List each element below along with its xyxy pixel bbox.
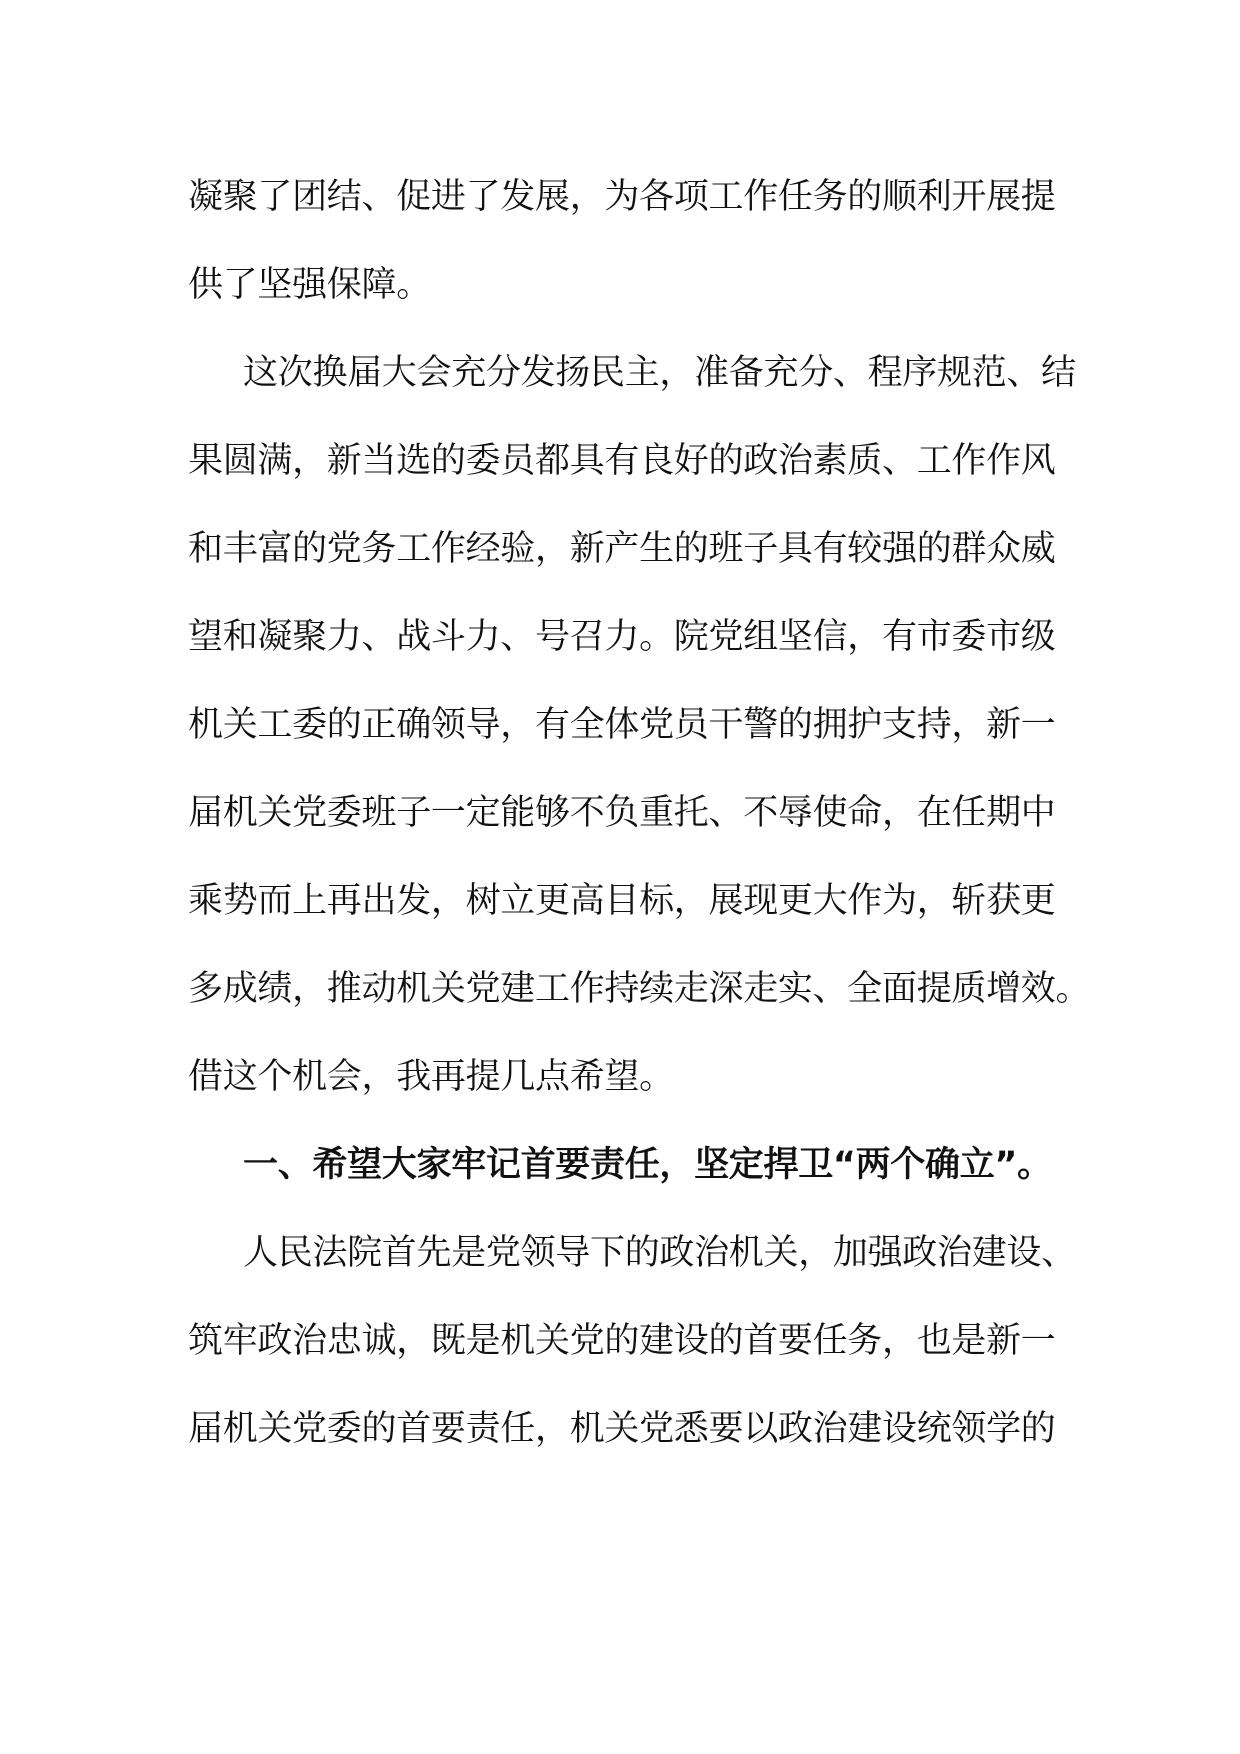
paragraph-line: 机关工委的正确领导，有全体党员干警的拥护支持，新一: [188, 705, 1056, 745]
paragraph-line: 届机关党委的首要责任，机关党悉要以政治建设统领学的: [188, 1409, 1056, 1449]
paragraph-line: 和丰富的党务工作经验，新产生的班子具有较强的群众威: [188, 529, 1056, 569]
section-heading: 一、希望大家牢记首要责任，坚定捍卫“两个确立”。: [243, 1145, 1052, 1185]
paragraph-line: 这次换届大会充分发扬民主，准备充分、程序规范、结: [243, 353, 1076, 393]
paragraph-line: 筑牢政治忠诚，既是机关党的建设的首要任务，也是新一: [188, 1321, 1056, 1361]
paragraph-line: 多成绩，推动机关党建工作持续走深走实、全面提质增效。: [188, 969, 1091, 1009]
paragraph-line: 人民法院首先是党领导下的政治机关，加强政治建设、: [243, 1233, 1076, 1273]
paragraph-line: 供了坚强保障。: [188, 265, 431, 305]
paragraph-line: 借这个机会，我再提几点希望。: [188, 1057, 674, 1097]
paragraph-line: 凝聚了团结、促进了发展，为各项工作任务的顺利开展提: [188, 177, 1056, 217]
paragraph-line: 届机关党委班子一定能够不负重托、不辱使命，在任期中: [188, 793, 1056, 833]
paragraph-line: 望和凝聚力、战斗力、号召力。院党组坚信，有市委市级: [188, 617, 1056, 657]
paragraph-line: 乘势而上再出发，树立更高目标，展现更大作为，斩获更: [188, 881, 1056, 921]
paragraph-line: 果圆满，新当选的委员都具有良好的政治素质、工作作风: [188, 441, 1056, 481]
